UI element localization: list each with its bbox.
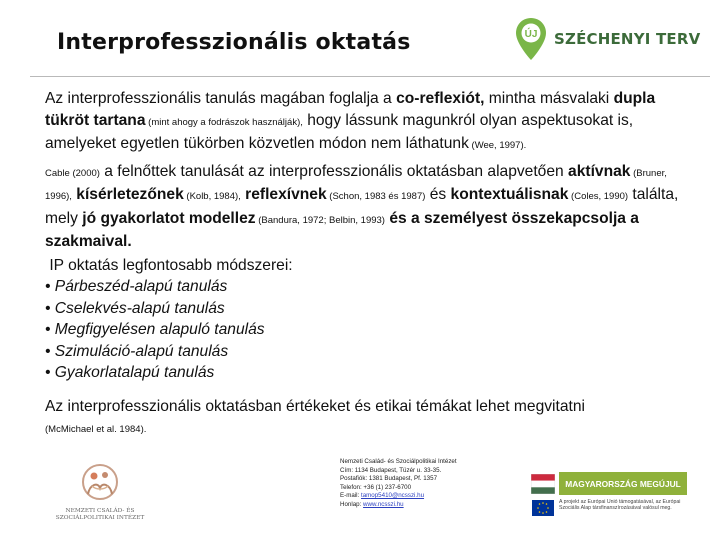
bold-span: kontextuálisnak <box>450 186 569 203</box>
web-label: Honlap: <box>340 500 364 508</box>
institute-name <box>48 508 152 522</box>
contact-line: Cím: 1134 Budapest, Tüzér u. 33-35. <box>340 466 442 474</box>
contact-line: Nemzeti Család- és Szociálpolitikai Intézet <box>340 458 457 465</box>
text-span: és <box>425 186 451 203</box>
brand-text: SZÉCHENYI TERV <box>554 30 701 48</box>
email-link[interactable]: tamop5410@ncsszi.hu <box>360 492 425 500</box>
family-institute-logo-icon <box>70 462 130 502</box>
citation-span: (Bandura, 1972; Belbin, 1993) <box>255 214 385 226</box>
citation-span: (Kolb, 1984), <box>183 191 241 202</box>
bold-span: reflexívnek <box>240 186 327 203</box>
citation-span: Cable (2000) <box>45 167 100 179</box>
contact-email-line <box>340 492 457 501</box>
footer <box>0 452 720 540</box>
slide-body <box>45 88 695 441</box>
contact-line: Postafiók: 1381 Budapest, Pf. 1357 <box>340 475 438 483</box>
citation-span: (Coles, 1990) <box>568 191 629 202</box>
bold-span: kísérletezőnek <box>71 186 184 203</box>
methods-list <box>45 255 695 384</box>
text-span: hogy lássunk magunkról olyan aspektusokat is, amelyeket egyetlen tükörben közvetlen módon nem láthatunk <box>45 111 634 152</box>
paragraph-adult-learning <box>45 161 695 253</box>
website-link[interactable]: www.ncsszi.hu <box>363 500 404 508</box>
hungarian-flag-icon <box>531 474 555 494</box>
slide-title: Interprofesszionális oktatás <box>57 30 411 55</box>
list-item: • Gyakorlatalapú tanulás <box>45 364 215 381</box>
paragraph-values-ethics <box>45 396 695 441</box>
citation-span: (mint ahogy a fodrászok használják), <box>145 116 303 128</box>
text-span: a felnőttek tanulását az interprofesszionális oktatásban alapvetően <box>99 162 569 180</box>
svg-text:ÚJ: ÚJ <box>524 29 538 40</box>
banner-note: A projekt az Európai Unió támogatásával, az Európai Szociális Alap társfinanszírozásával valósul meg. <box>559 499 681 512</box>
list-item: • Párbeszéd-alapú tanulás <box>45 278 228 295</box>
text-span: mintha másvalaki <box>484 90 614 107</box>
citation-span: (Bruner, 1996), <box>45 167 667 202</box>
institute-name-line: SZOCIÁLPOLITIKAI INTÉZET <box>55 515 145 521</box>
email-label: E-mail: <box>340 492 361 500</box>
list-item: • Cselekvés-alapú tanulás <box>45 299 225 317</box>
paragraph-co-reflexio <box>45 88 695 157</box>
citation-span: (Schon, 1983 és 1987) <box>326 191 426 202</box>
text-span: Az interprofesszionális oktatásban értékeket és etikai témákat lehet megvitatni <box>45 397 585 415</box>
list-item: • Szimuláció-alapú tanulás <box>45 342 229 360</box>
contact-info <box>340 458 457 510</box>
institute-name-line: NEMZETI CSALÁD- ÉS <box>65 508 135 514</box>
magyarorszag-megujul-banner <box>531 472 687 522</box>
list-item: • Megfigyelésen alapuló tanulás <box>45 321 265 338</box>
methods-heading: IP oktatás legfontosabb módszerei: <box>45 256 293 274</box>
bold-span: aktívnak <box>568 162 631 180</box>
citation-span: (McMichael et al. 1984). <box>45 424 147 435</box>
uj-location-pin-icon <box>514 16 548 62</box>
citation-span: (Wee, 1997). <box>468 140 527 151</box>
bold-span: jó gyakorlatot modellez <box>82 209 256 227</box>
bold-span: és a személyest összekapcsolja a szakmaival. <box>45 209 639 250</box>
szechenyi-terv-brand <box>514 16 700 62</box>
header-divider <box>30 76 710 77</box>
text-span: találta, mely <box>45 186 679 227</box>
eu-flag-icon <box>532 500 554 516</box>
contact-line: Telefon: +36 (1) 237-6700 <box>340 483 412 491</box>
text-span: Az interprofesszionális tanulás magában foglalja a <box>45 90 397 107</box>
bold-span: dupla tükröt tartana <box>45 90 656 129</box>
banner-title: MAGYARORSZÁG MEGÚJUL <box>559 472 687 495</box>
contact-web-line <box>340 501 457 510</box>
bold-span: co-reflexiót, <box>396 90 485 107</box>
